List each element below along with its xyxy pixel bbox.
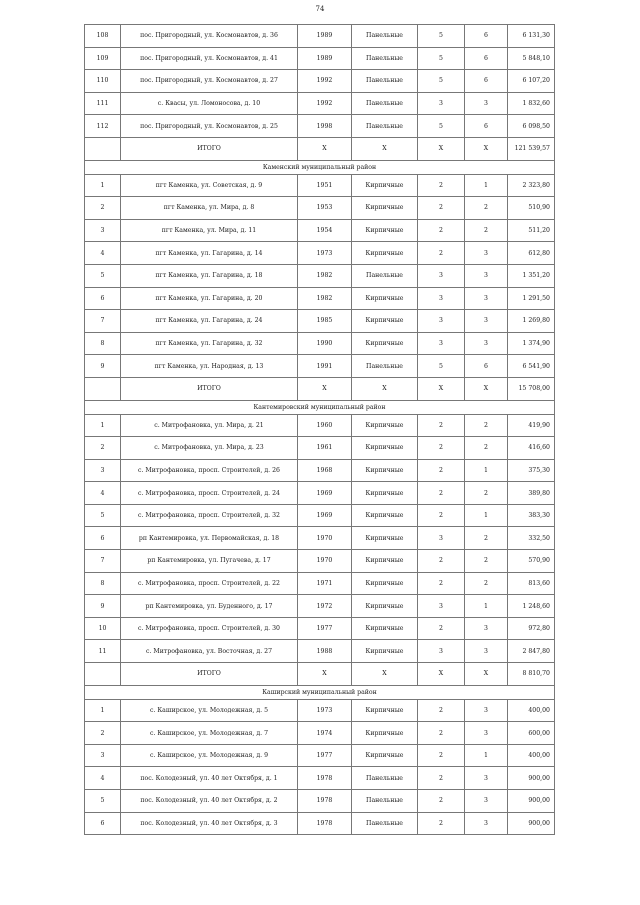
area-cell: 5 848,10	[508, 47, 555, 70]
area-cell: 2 323,80	[508, 174, 555, 197]
row-number-cell: 5	[85, 790, 121, 813]
table-row	[85, 310, 555, 333]
row-number-cell: 2	[85, 197, 121, 220]
floors-cell: 2	[418, 699, 465, 722]
area-cell: 400,00	[508, 699, 555, 722]
row-number-cell: 11	[85, 640, 121, 663]
row-number-cell: 7	[85, 550, 121, 573]
floors-cell: 2	[418, 482, 465, 505]
entrances-cell: 1	[465, 504, 508, 527]
floors-cell: X	[418, 137, 465, 160]
table-row	[85, 197, 555, 220]
row-number-cell: 2	[85, 437, 121, 460]
year-built-cell: 1988	[298, 640, 352, 663]
table-row	[85, 70, 555, 93]
row-number-cell: 4	[85, 482, 121, 505]
entrances-cell: 3	[465, 699, 508, 722]
address-cell: с. Митрофановка, просп. Строителей, д. 32	[121, 504, 298, 527]
table-row	[85, 790, 555, 813]
table-row	[85, 355, 555, 378]
address-cell: с. Каширское, ул. Молодежная, д. 5	[121, 699, 298, 722]
entrances-cell: X	[465, 663, 508, 686]
entrances-cell: 6	[465, 25, 508, 48]
row-number-cell: 3	[85, 219, 121, 242]
year-built-cell: 1971	[298, 572, 352, 595]
entrances-cell: 2	[465, 527, 508, 550]
entrances-cell: 3	[465, 310, 508, 333]
area-cell: 900,00	[508, 767, 555, 790]
area-cell: 1 374,90	[508, 332, 555, 355]
entrances-cell: 6	[465, 115, 508, 138]
floors-cell: 2	[418, 744, 465, 767]
area-cell: 972,80	[508, 617, 555, 640]
table-row	[85, 744, 555, 767]
floors-cell: 2	[418, 197, 465, 220]
floors-cell: 3	[418, 595, 465, 618]
row-number-cell: 4	[85, 242, 121, 265]
year-built-cell: 1969	[298, 504, 352, 527]
address-cell: пгт Каменка, ул. Гагарина, д. 20	[121, 287, 298, 310]
area-cell: 419,90	[508, 414, 555, 437]
area-cell: 121 539,57	[508, 137, 555, 160]
year-built-cell: 1982	[298, 264, 352, 287]
wall-material-cell: X	[352, 377, 418, 400]
floors-cell: 2	[418, 812, 465, 835]
table-row	[85, 414, 555, 437]
address-cell: с. Митрофановка, просп. Строителей, д. 30	[121, 617, 298, 640]
row-number-cell: 3	[85, 744, 121, 767]
year-built-cell: 1954	[298, 219, 352, 242]
area-cell: 8 810,70	[508, 663, 555, 686]
section-header-row	[85, 685, 555, 699]
address-cell: пос. Пригородный, ул. Космонавтов, д. 27	[121, 70, 298, 93]
total-row	[85, 663, 555, 686]
year-built-cell: 1960	[298, 414, 352, 437]
year-built-cell: 1989	[298, 47, 352, 70]
wall-material-cell: Кирпичные	[352, 482, 418, 505]
entrances-cell: 3	[465, 640, 508, 663]
year-built-cell: 1970	[298, 527, 352, 550]
table-row	[85, 617, 555, 640]
address-cell: рп Кантемировка, ул. Первомайская, д. 18	[121, 527, 298, 550]
address-cell: пгт Каменка, ул. Гагарина, д. 18	[121, 264, 298, 287]
table-row	[85, 595, 555, 618]
entrances-cell: 1	[465, 744, 508, 767]
floors-cell: 5	[418, 47, 465, 70]
table-row	[85, 264, 555, 287]
wall-material-cell: Кирпичные	[352, 744, 418, 767]
wall-material-cell: Кирпичные	[352, 640, 418, 663]
year-built-cell: 1982	[298, 287, 352, 310]
year-built-cell: 1969	[298, 482, 352, 505]
entrances-cell: 3	[465, 722, 508, 745]
wall-material-cell: Панельные	[352, 790, 418, 813]
table-row	[85, 550, 555, 573]
wall-material-cell: Кирпичные	[352, 414, 418, 437]
wall-material-cell: Кирпичные	[352, 550, 418, 573]
year-built-cell: 1953	[298, 197, 352, 220]
area-cell: 1 269,80	[508, 310, 555, 333]
wall-material-cell: Панельные	[352, 355, 418, 378]
entrances-cell: 1	[465, 459, 508, 482]
row-number-cell: 1	[85, 414, 121, 437]
year-built-cell: 1970	[298, 550, 352, 573]
row-number-cell	[85, 663, 121, 686]
row-number-cell: 1	[85, 699, 121, 722]
table-row	[85, 812, 555, 835]
address-cell: с. Каширское, ул. Молодежная, д. 9	[121, 744, 298, 767]
entrances-cell: 6	[465, 47, 508, 70]
entrances-cell: 3	[465, 767, 508, 790]
entrances-cell: 2	[465, 437, 508, 460]
floors-cell: 2	[418, 572, 465, 595]
entrances-cell: 3	[465, 92, 508, 115]
entrances-cell: X	[465, 137, 508, 160]
area-cell: 1 832,60	[508, 92, 555, 115]
address-cell: пос. Колодезный, ул. 40 лет Октября, д. 3	[121, 812, 298, 835]
address-cell: пгт Каменка, ул. Народная, д. 13	[121, 355, 298, 378]
entrances-cell: 3	[465, 790, 508, 813]
area-cell: 1 248,60	[508, 595, 555, 618]
section-header-row	[85, 400, 555, 414]
year-built-cell: 1951	[298, 174, 352, 197]
entrances-cell: 6	[465, 355, 508, 378]
row-number-cell: 7	[85, 310, 121, 333]
address-cell: пгт Каменка, ул. Мира, д. 11	[121, 219, 298, 242]
wall-material-cell: Кирпичные	[352, 572, 418, 595]
address-cell: с. Митрофановка, ул. Восточная, д. 27	[121, 640, 298, 663]
row-number-cell: 9	[85, 355, 121, 378]
address-cell: с. Митрофановка, ул. Мира, д. 21	[121, 414, 298, 437]
row-number-cell: 9	[85, 595, 121, 618]
address-cell: пос. Пригородный, ул. Космонавтов, д. 25	[121, 115, 298, 138]
address-cell: пос. Колодезный, ул. 40 лет Октября, д. 2	[121, 790, 298, 813]
entrances-cell: 2	[465, 219, 508, 242]
wall-material-cell: Кирпичные	[352, 197, 418, 220]
address-cell: ИТОГО	[121, 137, 298, 160]
wall-material-cell: Панельные	[352, 115, 418, 138]
area-cell: 900,00	[508, 790, 555, 813]
wall-material-cell: Панельные	[352, 264, 418, 287]
section-title: Кантемировский муниципальный район	[85, 400, 555, 414]
entrances-cell: 2	[465, 414, 508, 437]
address-cell: ИТОГО	[121, 377, 298, 400]
row-number-cell: 1	[85, 174, 121, 197]
year-built-cell: X	[298, 663, 352, 686]
table-row	[85, 699, 555, 722]
wall-material-cell: Кирпичные	[352, 287, 418, 310]
table-row	[85, 722, 555, 745]
year-built-cell: 1973	[298, 242, 352, 265]
wall-material-cell: Кирпичные	[352, 617, 418, 640]
area-cell: 400,00	[508, 744, 555, 767]
table-body	[85, 25, 555, 835]
year-built-cell: 1992	[298, 92, 352, 115]
floors-cell: X	[418, 377, 465, 400]
floors-cell: 2	[418, 437, 465, 460]
area-cell: 600,00	[508, 722, 555, 745]
year-built-cell: 1961	[298, 437, 352, 460]
wall-material-cell: X	[352, 663, 418, 686]
area-cell: 375,30	[508, 459, 555, 482]
row-number-cell: 3	[85, 459, 121, 482]
total-row	[85, 377, 555, 400]
table-row	[85, 482, 555, 505]
page-number: 74	[315, 5, 325, 13]
address-cell: пос. Пригородный, ул. Космонавтов, д. 36	[121, 25, 298, 48]
section-title: Каменский муниципальный район	[85, 160, 555, 174]
entrances-cell: 1	[465, 595, 508, 618]
wall-material-cell: Панельные	[352, 812, 418, 835]
entrances-cell: 3	[465, 287, 508, 310]
table-row	[85, 332, 555, 355]
table-row	[85, 504, 555, 527]
wall-material-cell: Панельные	[352, 70, 418, 93]
address-cell: пгт Каменка, ул. Гагарина, д. 14	[121, 242, 298, 265]
area-cell: 15 708,00	[508, 377, 555, 400]
table-row	[85, 287, 555, 310]
year-built-cell: 1972	[298, 595, 352, 618]
area-cell: 6 107,20	[508, 70, 555, 93]
area-cell: 511,20	[508, 219, 555, 242]
year-built-cell: 1991	[298, 355, 352, 378]
year-built-cell: 1978	[298, 812, 352, 835]
address-cell: с. Квасы, ул. Ломоносова, д. 10	[121, 92, 298, 115]
table-row	[85, 174, 555, 197]
floors-cell: 2	[418, 174, 465, 197]
floors-cell: 5	[418, 355, 465, 378]
floors-cell: 3	[418, 332, 465, 355]
wall-material-cell: Панельные	[352, 767, 418, 790]
entrances-cell: 2	[465, 572, 508, 595]
area-cell: 1 291,50	[508, 287, 555, 310]
wall-material-cell: Кирпичные	[352, 242, 418, 265]
table-row	[85, 767, 555, 790]
row-number-cell: 110	[85, 70, 121, 93]
floors-cell: 2	[418, 617, 465, 640]
table-row	[85, 437, 555, 460]
row-number-cell: 10	[85, 617, 121, 640]
wall-material-cell: Кирпичные	[352, 699, 418, 722]
floors-cell: 5	[418, 25, 465, 48]
entrances-cell: 2	[465, 197, 508, 220]
floors-cell: 5	[418, 115, 465, 138]
area-cell: 900,00	[508, 812, 555, 835]
address-cell: пос. Пригородный, ул. Космонавтов, д. 41	[121, 47, 298, 70]
area-cell: 416,60	[508, 437, 555, 460]
floors-cell: 2	[418, 219, 465, 242]
row-number-cell: 8	[85, 572, 121, 595]
floors-cell: 3	[418, 640, 465, 663]
floors-cell: 3	[418, 92, 465, 115]
year-built-cell: 1973	[298, 699, 352, 722]
entrances-cell: 3	[465, 264, 508, 287]
table-row	[85, 25, 555, 48]
row-number-cell: 4	[85, 767, 121, 790]
year-built-cell: 1989	[298, 25, 352, 48]
address-cell: рп Кантемировка, ул. Пугачева, д. 17	[121, 550, 298, 573]
year-built-cell: 1990	[298, 332, 352, 355]
year-built-cell: 1978	[298, 790, 352, 813]
area-cell: 332,50	[508, 527, 555, 550]
wall-material-cell: Панельные	[352, 92, 418, 115]
row-number-cell: 6	[85, 812, 121, 835]
row-number-cell: 2	[85, 722, 121, 745]
area-cell: 570,90	[508, 550, 555, 573]
address-cell: с. Митрофановка, просп. Строителей, д. 22	[121, 572, 298, 595]
housing-table	[84, 24, 555, 835]
area-cell: 612,80	[508, 242, 555, 265]
year-built-cell: 1977	[298, 744, 352, 767]
year-built-cell: 1985	[298, 310, 352, 333]
wall-material-cell: Кирпичные	[352, 504, 418, 527]
entrances-cell: 2	[465, 550, 508, 573]
address-cell: пгт Каменка, ул. Мира, д. 8	[121, 197, 298, 220]
address-cell: пгт Каменка, ул. Гагарина, д. 24	[121, 310, 298, 333]
row-number-cell: 109	[85, 47, 121, 70]
row-number-cell: 5	[85, 504, 121, 527]
entrances-cell: 3	[465, 242, 508, 265]
address-cell: пгт Каменка, ул. Гагарина, д. 32	[121, 332, 298, 355]
floors-cell: 3	[418, 287, 465, 310]
year-built-cell: 1968	[298, 459, 352, 482]
wall-material-cell: Кирпичные	[352, 722, 418, 745]
entrances-cell: 2	[465, 482, 508, 505]
area-cell: 6 098,50	[508, 115, 555, 138]
entrances-cell: 3	[465, 617, 508, 640]
area-cell: 6 131,30	[508, 25, 555, 48]
wall-material-cell: Кирпичные	[352, 310, 418, 333]
floors-cell: 3	[418, 310, 465, 333]
area-cell: 383,30	[508, 504, 555, 527]
floors-cell: 5	[418, 70, 465, 93]
wall-material-cell: Кирпичные	[352, 595, 418, 618]
floors-cell: 2	[418, 767, 465, 790]
row-number-cell: 6	[85, 527, 121, 550]
area-cell: 2 847,80	[508, 640, 555, 663]
area-cell: 1 351,20	[508, 264, 555, 287]
year-built-cell: 1998	[298, 115, 352, 138]
entrances-cell: X	[465, 377, 508, 400]
table-row	[85, 242, 555, 265]
entrances-cell: 3	[465, 812, 508, 835]
address-cell: с. Митрофановка, просп. Строителей, д. 24	[121, 482, 298, 505]
year-built-cell: 1977	[298, 617, 352, 640]
address-cell: с. Митрофановка, ул. Мира, д. 23	[121, 437, 298, 460]
floors-cell: 2	[418, 722, 465, 745]
floors-cell: 3	[418, 264, 465, 287]
entrances-cell: 6	[465, 70, 508, 93]
table-row	[85, 47, 555, 70]
floors-cell: 2	[418, 550, 465, 573]
entrances-cell: 1	[465, 174, 508, 197]
address-cell: рп Кантемировка, ул. Буденного, д. 17	[121, 595, 298, 618]
address-cell: пгт Каменка, ул. Советская, д. 9	[121, 174, 298, 197]
table-row	[85, 572, 555, 595]
row-number-cell: 112	[85, 115, 121, 138]
row-number-cell	[85, 137, 121, 160]
area-cell: 389,80	[508, 482, 555, 505]
table-row	[85, 115, 555, 138]
wall-material-cell: Кирпичные	[352, 332, 418, 355]
year-built-cell: 1992	[298, 70, 352, 93]
floors-cell: 2	[418, 242, 465, 265]
total-row	[85, 137, 555, 160]
row-number-cell: 111	[85, 92, 121, 115]
table-row	[85, 92, 555, 115]
address-cell: с. Каширское, ул. Молодежная, д. 7	[121, 722, 298, 745]
year-built-cell: X	[298, 377, 352, 400]
section-title: Каширский муниципальный район	[85, 685, 555, 699]
wall-material-cell: Кирпичные	[352, 459, 418, 482]
address-cell: с. Митрофановка, просп. Строителей, д. 26	[121, 459, 298, 482]
floors-cell: 2	[418, 414, 465, 437]
table-row	[85, 527, 555, 550]
wall-material-cell: Панельные	[352, 25, 418, 48]
year-built-cell: 1978	[298, 767, 352, 790]
table-row	[85, 640, 555, 663]
year-built-cell: 1974	[298, 722, 352, 745]
address-cell: ИТОГО	[121, 663, 298, 686]
area-cell: 6 541,90	[508, 355, 555, 378]
row-number-cell: 6	[85, 287, 121, 310]
floors-cell: 3	[418, 527, 465, 550]
wall-material-cell: Кирпичные	[352, 437, 418, 460]
row-number-cell: 108	[85, 25, 121, 48]
wall-material-cell: X	[352, 137, 418, 160]
entrances-cell: 3	[465, 332, 508, 355]
floors-cell: 2	[418, 790, 465, 813]
floors-cell: 2	[418, 459, 465, 482]
wall-material-cell: Кирпичные	[352, 174, 418, 197]
row-number-cell: 8	[85, 332, 121, 355]
area-cell: 510,90	[508, 197, 555, 220]
wall-material-cell: Панельные	[352, 47, 418, 70]
row-number-cell	[85, 377, 121, 400]
wall-material-cell: Кирпичные	[352, 219, 418, 242]
floors-cell: X	[418, 663, 465, 686]
area-cell: 813,60	[508, 572, 555, 595]
address-cell: пос. Колодезный, ул. 40 лет Октября, д. 1	[121, 767, 298, 790]
floors-cell: 2	[418, 504, 465, 527]
row-number-cell: 5	[85, 264, 121, 287]
wall-material-cell: Кирпичные	[352, 527, 418, 550]
section-header-row	[85, 160, 555, 174]
year-built-cell: X	[298, 137, 352, 160]
table-row	[85, 219, 555, 242]
table-row	[85, 459, 555, 482]
